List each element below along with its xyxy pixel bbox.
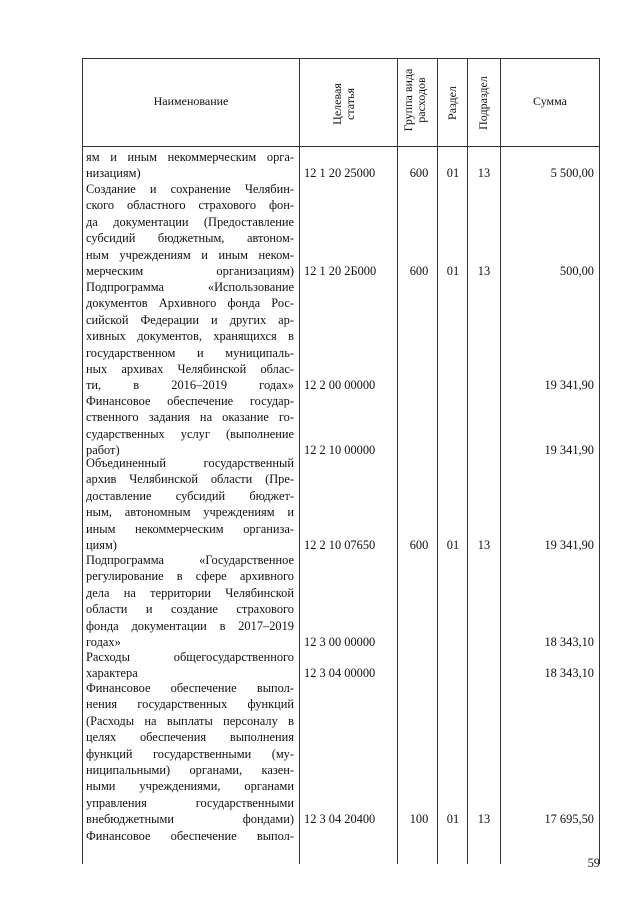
row-expense-group: 600 — [409, 264, 429, 278]
row-name-line: ными учреждениями, органами — [86, 779, 294, 794]
row-target-article: 12 2 10 07650 — [304, 538, 376, 552]
col-divider-code — [397, 58, 398, 864]
col-divider-group — [437, 58, 438, 864]
col-divider-section — [467, 58, 468, 864]
row-amount: 5 500,00 — [550, 166, 594, 181]
row-amount: 18 343,10 — [544, 666, 594, 681]
table-right-border — [599, 58, 600, 864]
col-divider-name — [299, 58, 300, 864]
row-name-line: (Расходы на выплаты персоналу в — [86, 713, 294, 728]
row-name-line: регулирование в сфере архивного — [86, 569, 294, 584]
row-name-line: доставление субсидий бюджет- — [86, 488, 294, 503]
row-name-line: циям) — [86, 538, 117, 553]
row-subsection: 13 — [477, 538, 491, 552]
row-expense-group: 100 — [409, 812, 429, 827]
row-name-line: ти, в 2016–2019 годах» — [86, 378, 294, 393]
row-name — [86, 393, 294, 459]
row-name-line: Подпрограмма «Использование — [86, 280, 294, 294]
row-name — [86, 680, 294, 828]
row-subsection: 13 — [477, 264, 491, 278]
row-target-article: 12 2 10 00000 — [304, 443, 376, 458]
row-name-line: Финансовое обеспечение выпол- — [86, 829, 294, 843]
row-name-line: годах» — [86, 635, 121, 650]
row-name — [86, 828, 294, 844]
row-name-line: мерческим организациям) — [86, 264, 294, 279]
row-amount: 19 341,90 — [544, 538, 594, 552]
header-section: Раздел — [445, 86, 459, 120]
row-name — [86, 455, 294, 553]
row-target-article: 12 3 04 20400 — [304, 812, 376, 827]
row-name-line: характера — [86, 666, 138, 681]
row-name — [86, 279, 294, 394]
row-target-article: 12 1 20 25000 — [304, 166, 376, 181]
row-name — [86, 649, 294, 682]
row-name-line: архив Челябинской области (Пре- — [86, 472, 294, 487]
row-name-line: ных архивах Челябинской облас- — [86, 362, 294, 377]
header-expense-group — [402, 56, 430, 144]
row-subsection: 13 — [477, 166, 491, 181]
row-name-line: хивных документов, хранящихся в — [86, 329, 294, 344]
row-name-line: внебюджетными фондами) — [86, 812, 294, 827]
header-subsection: Подраздел — [476, 76, 490, 130]
row-name-line: Объединенный государственный — [86, 456, 294, 470]
row-target-article: 12 3 04 00000 — [304, 666, 376, 681]
header-target-article-line1: Целевая — [330, 83, 344, 125]
page-number: 59 — [587, 856, 600, 870]
row-name-line: области и создание страхового — [86, 602, 294, 617]
row-name-line: документов Архивного фонда Рос- — [86, 296, 294, 311]
header-expense-group-line1: Группа вида — [401, 68, 415, 132]
row-amount: 18 343,10 — [544, 635, 594, 649]
row-target-article: 12 2 00 00000 — [304, 378, 376, 393]
row-name-line: Создание и сохранение Челябин- — [86, 182, 294, 196]
row-section: 01 — [446, 812, 460, 827]
row-subsection: 13 — [477, 812, 491, 827]
row-expense-group: 600 — [409, 166, 429, 181]
row-name-line: иным некоммерческим организа- — [86, 521, 294, 536]
header-target-article — [331, 64, 359, 144]
row-name-line: работ) — [86, 443, 120, 458]
row-amount: 17 695,50 — [544, 812, 594, 827]
table-top-border — [82, 58, 600, 59]
row-section: 01 — [446, 264, 460, 278]
row-target-article: 12 3 00 00000 — [304, 635, 376, 649]
row-name-line: сийской Федерации и других ар- — [86, 312, 294, 327]
row-name-line: ственного задания на оказание го- — [86, 410, 294, 425]
col-divider-subsection — [500, 58, 501, 864]
row-name-line: дела на территории Челябинской — [86, 585, 294, 600]
row-name-line: управления государственными — [86, 795, 294, 810]
row-name — [86, 552, 294, 650]
row-name-line: Финансовое обеспечение выпол- — [86, 681, 294, 695]
row-name — [86, 181, 294, 279]
header-bottom-border — [82, 146, 600, 147]
row-name-line: Расходы общегосударственного — [86, 650, 294, 664]
row-section: 01 — [446, 538, 460, 552]
row-name-line: целях обеспечения выполнения — [86, 730, 294, 745]
row-name-line: ского областного страхового фон- — [86, 198, 294, 213]
row-section: 01 — [446, 166, 460, 181]
row-name-line: да документации (Предоставление — [86, 214, 294, 229]
header-target-article-line2: статья — [343, 88, 357, 120]
row-name-line: Финансовое обеспечение государ- — [86, 394, 294, 408]
row-amount: 500,00 — [559, 264, 594, 278]
row-name-line: ям и иным некоммерческим орга- — [86, 150, 294, 164]
row-name-line: функций государственными (му- — [86, 746, 294, 761]
table-left-border — [82, 58, 83, 864]
row-name-line: субсидий бюджетным, автоном- — [86, 231, 294, 246]
header-name: Наименование — [153, 94, 229, 108]
row-name-line: ниципальными) органами, казен- — [86, 763, 294, 778]
row-target-article: 12 1 20 2Б000 — [304, 264, 377, 278]
header-amount: Сумма — [533, 94, 567, 108]
row-name-line: ным, автономным учреждениям и — [86, 505, 294, 520]
header-expense-group-line2: расходов — [414, 77, 428, 123]
row-name-line: фонда документации в 2017–2019 — [86, 618, 294, 633]
row-name-line: нения государственных функций — [86, 697, 294, 712]
row-name-line: ным учреждениям и иным неком- — [86, 247, 294, 262]
row-name-line: государственном и муниципаль- — [86, 345, 294, 360]
row-name-line: сударственных услуг (выполнение — [86, 426, 294, 441]
row-name — [86, 149, 294, 182]
row-name-line: Подпрограмма «Государственное — [86, 553, 294, 567]
row-name-line: низациям) — [86, 166, 141, 181]
row-expense-group: 600 — [409, 538, 429, 552]
row-amount: 19 341,90 — [544, 443, 594, 458]
row-amount: 19 341,90 — [544, 378, 594, 393]
